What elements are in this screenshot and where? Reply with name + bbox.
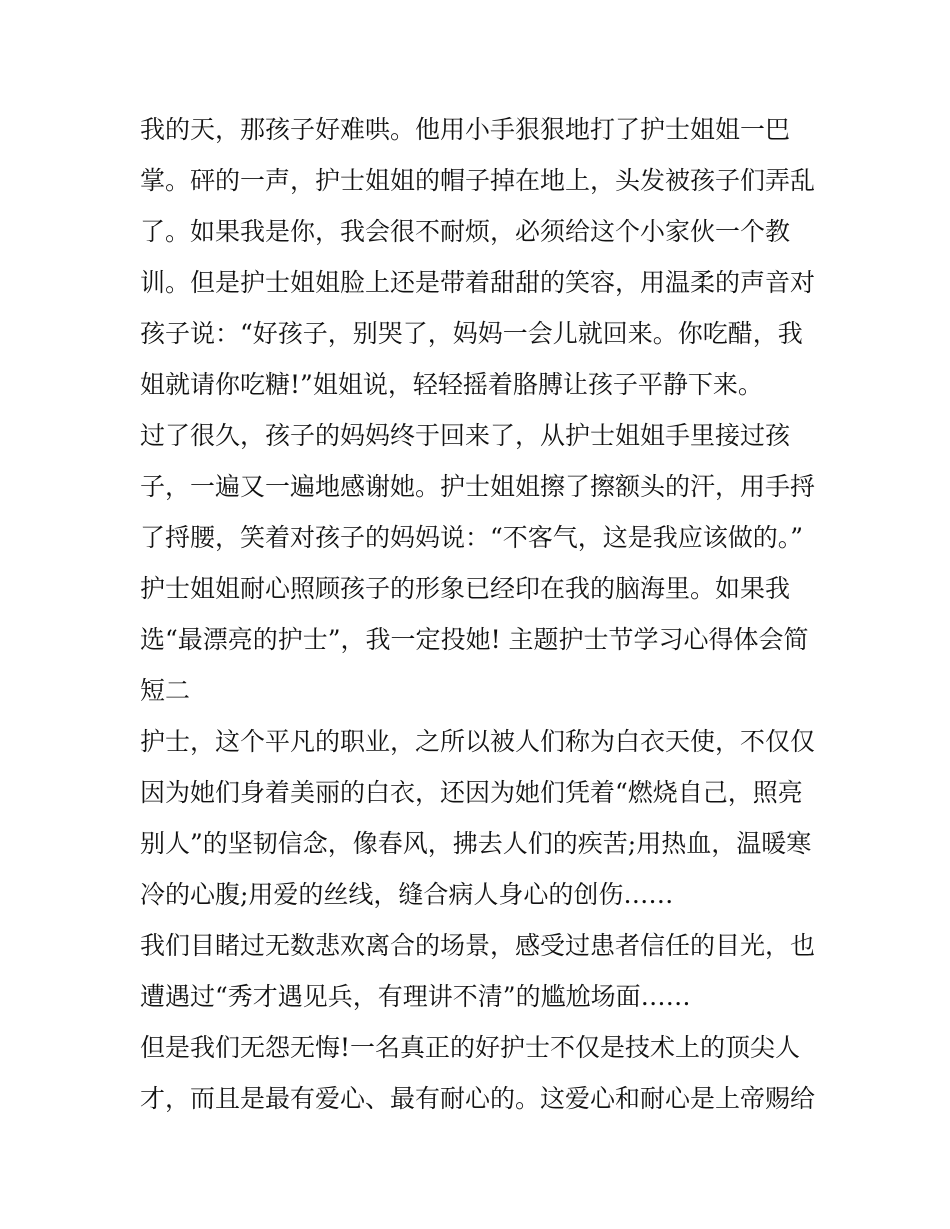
text-line-11: 选“最漂亮的护士”，我一定投她! 主题护士节学习心得体会简 <box>140 625 809 654</box>
text-line-19: 但是我们无怨无悔!一名真正的好护士不仅是技术上的顶尖人 <box>140 1033 801 1062</box>
text-line-4: 训。但是护士姐姐脸上还是带着甜甜的笑容，用温柔的声音对 <box>140 268 816 297</box>
text-line-5: 孩子说：“好孩子，别哭了，妈妈一会儿就回来。你吃醋，我 <box>140 319 803 348</box>
text-line-7: 过了很久，孩子的妈妈终于回来了，从护士姐姐手里接过孩 <box>140 421 791 450</box>
text-line-8: 子，一遍又一遍地感谢她。护士姐姐擦了擦额头的汗，用手捋 <box>140 472 816 501</box>
text-line-10: 护士姐姐耐心照顾孩子的形象已经印在我的脑海里。如果我 <box>140 574 791 603</box>
text-line-3: 了。如果我是你，我会很不耐烦，必须给这个小家伙一个教 <box>140 217 791 246</box>
text-line-1: 我的天，那孩子好难哄。他用小手狠狠地打了护士姐姐一巴 <box>140 115 791 144</box>
text-line-9: 了捋腰，笑着对孩子的妈妈说：“不客气，这是我应该做的。” <box>140 523 804 552</box>
text-line-14: 因为她们身着美丽的白衣，还因为她们凭着“燃烧自己，照亮 <box>140 778 803 807</box>
text-line-17: 我们目睹过无数悲欢离合的场景，感受过患者信任的目光，也 <box>140 931 816 960</box>
text-line-2: 掌。砰的一声，护士姐姐的帽子掉在地上，头发被孩子们弄乱 <box>140 166 816 195</box>
text-line-12: 短二 <box>140 676 191 705</box>
text-line-18: 遭遇过“秀才遇见兵，有理讲不清”的尴尬场面…… <box>140 982 691 1011</box>
text-line-6: 姐就请你吃糖!”姐姐说，轻轻摇着胳膊让孩子平静下来。 <box>140 370 763 399</box>
text-line-15: 别人”的坚韧信念，像春风，拂去人们的疾苦;用热血，温暖寒 <box>140 829 812 858</box>
text-line-20: 才，而且是最有爱心、最有耐心的。这爱心和耐心是上帝赐给 <box>140 1084 816 1113</box>
text-line-13: 护士，这个平凡的职业，之所以被人们称为白衣天使，不仅仅 <box>140 727 816 756</box>
document-text-body <box>140 104 820 1124</box>
text-line-16: 冷的心腹;用爱的丝线，缝合病人身心的创伤…… <box>140 880 674 909</box>
